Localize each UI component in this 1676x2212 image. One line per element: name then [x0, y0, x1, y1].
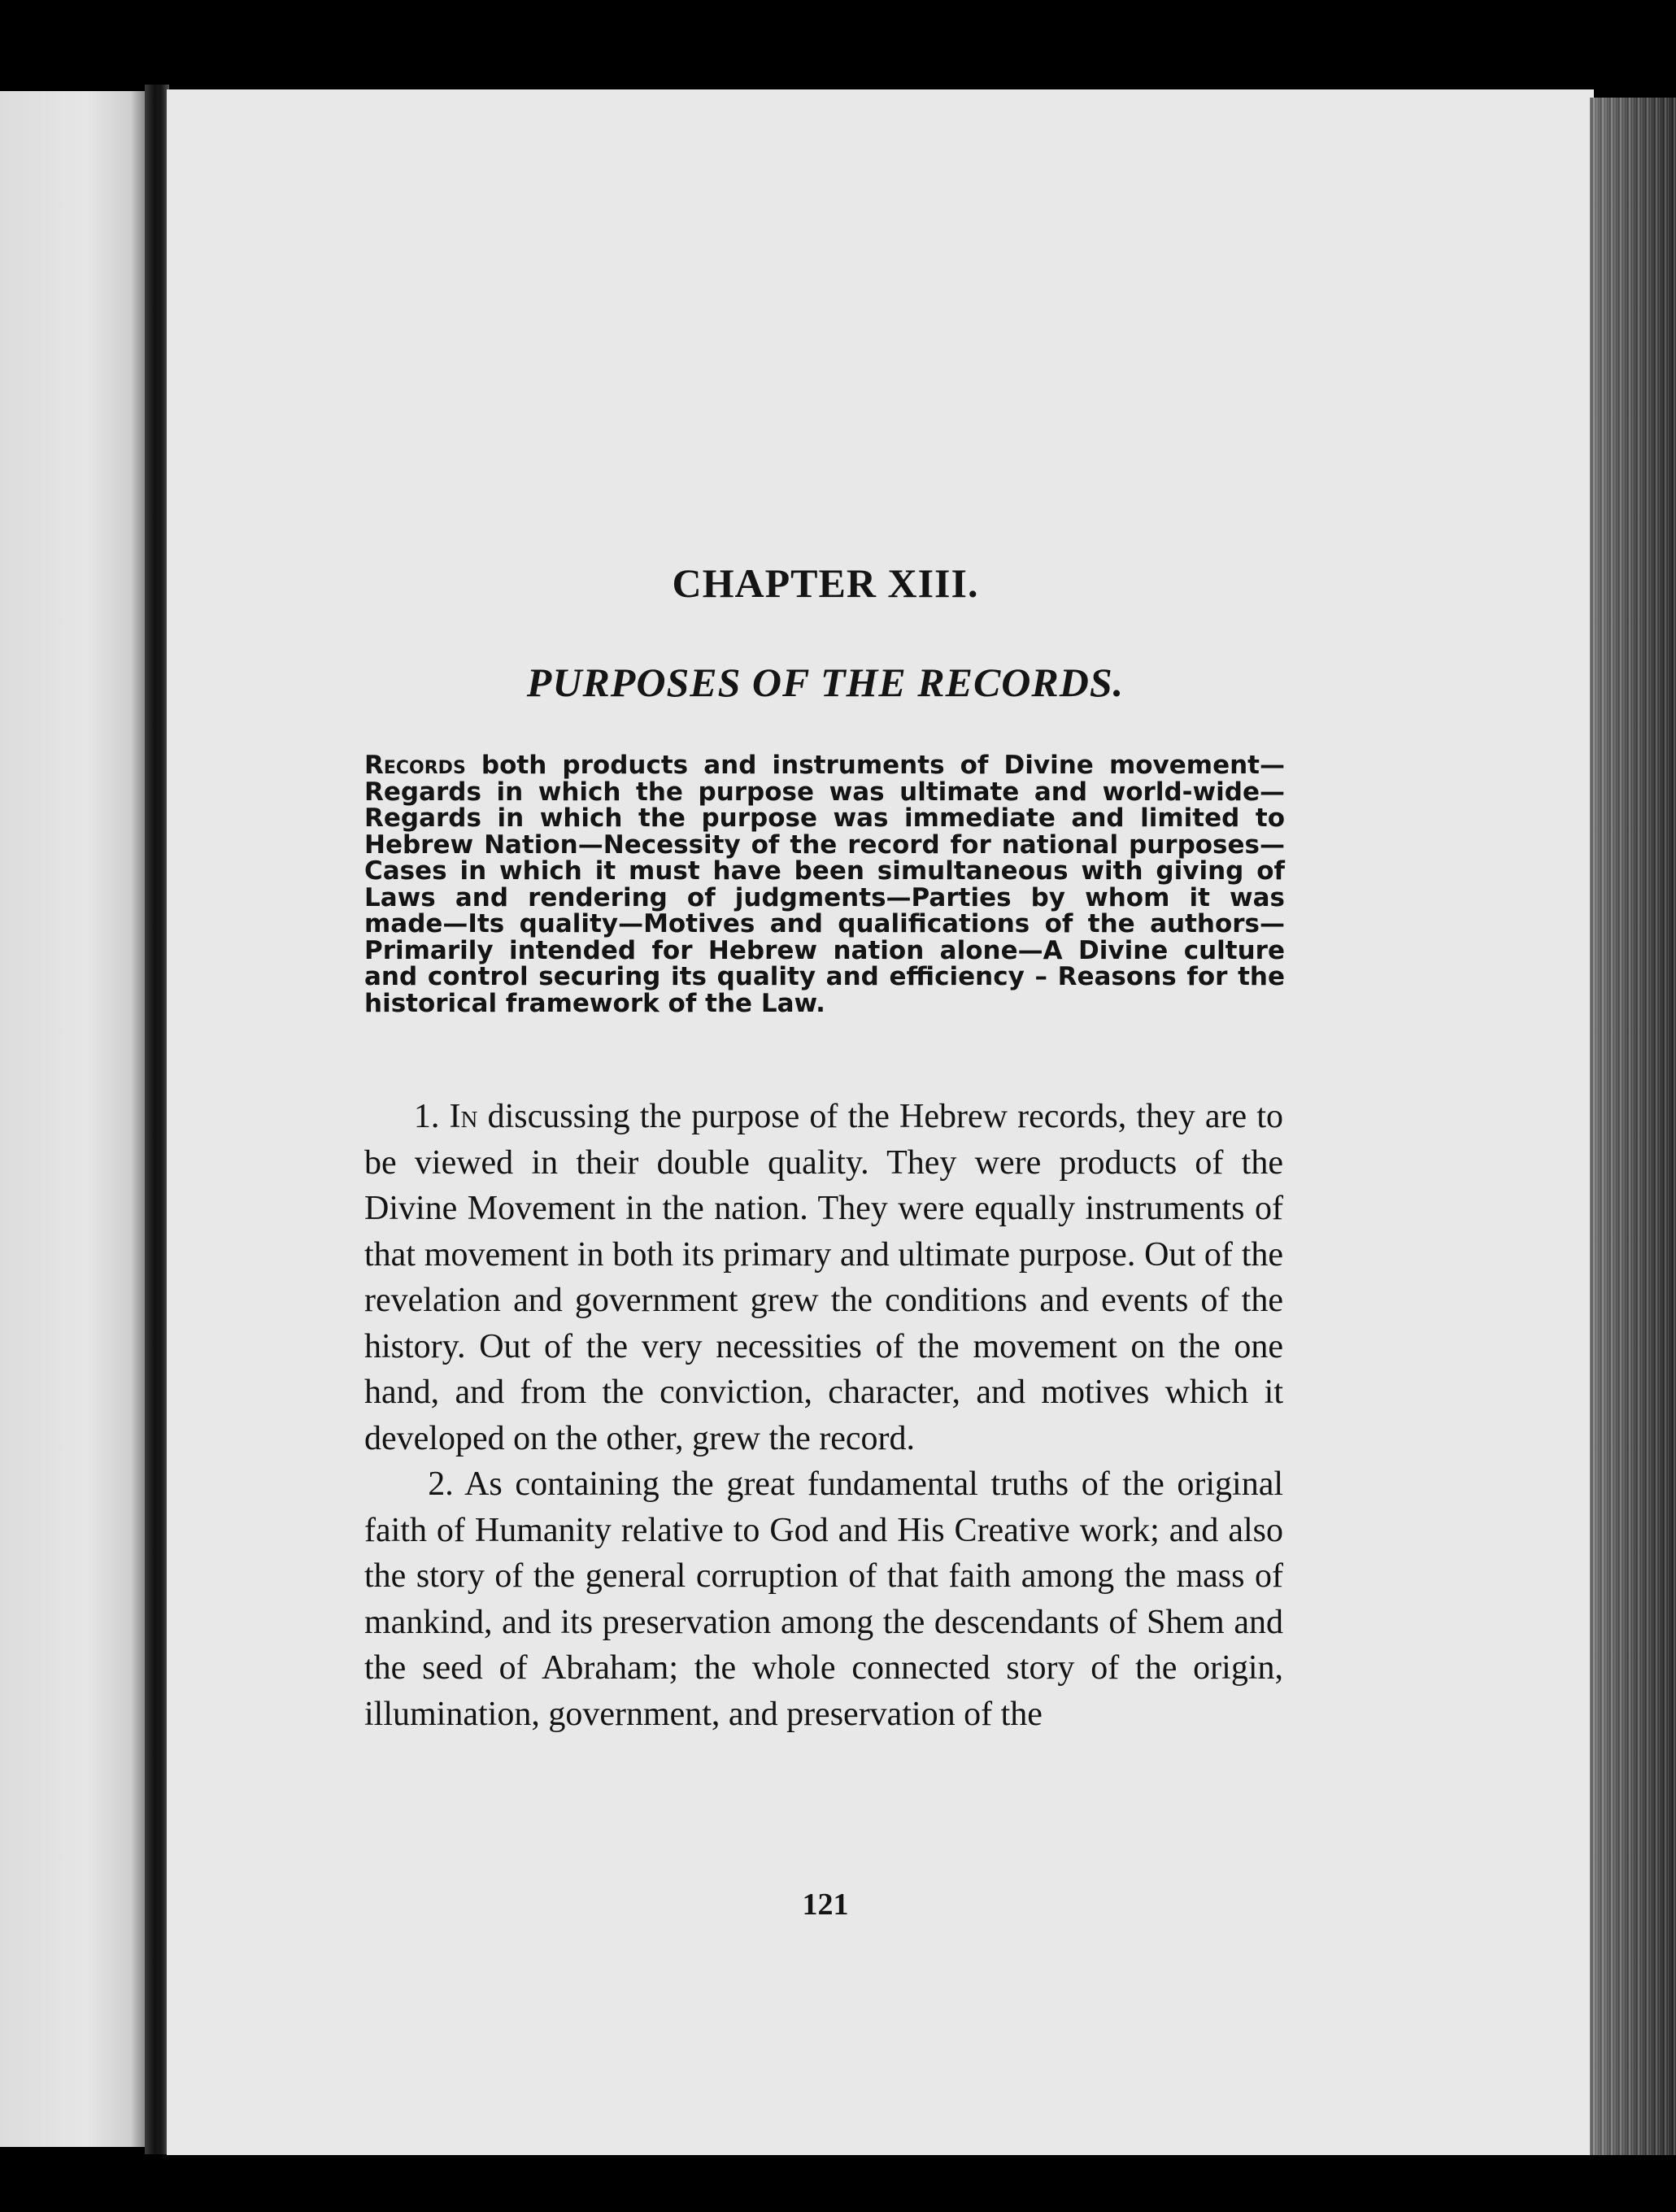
- page-fore-edge-shade: [1590, 98, 1676, 2155]
- paragraph-1-indent: [364, 1098, 414, 1135]
- chapter-title: CHAPTER XIII.: [672, 560, 979, 606]
- paragraph-1-text: discussing the purpose of the Hebrew records, they are to be viewed in their double quality. They were products of the Divine Movement in the nation. They were equally instruments of that movement in both its primary and ultimate purpose. Out of the revelation and government grew the conditions and events of the history. Out of the very necessities of the movement on the one hand, and from the conviction, character, and motives which it developed on the other, grew the record.: [364, 1098, 1284, 1457]
- book-gutter: [145, 85, 169, 2154]
- chapter-summary: [364, 752, 1285, 1017]
- paragraph-2-lead-word: As: [464, 1465, 503, 1503]
- paragraph-2-number: 2.: [428, 1465, 454, 1503]
- body-text: [364, 1094, 1283, 1737]
- paragraph-2-indent: [364, 1465, 428, 1503]
- paragraph-1-number: 1.: [413, 1098, 440, 1135]
- chapter-subtitle: PURPOSES OF THE RECORDS.: [526, 660, 1125, 705]
- summary-text: both products and instruments of Divine movement—Regards in which the purpose was ultimate and world-wide—Regards in which the purpose was immediate and limited to Hebrew Nation—Necessity of the record for national purposes—Cases in which it must have been simultaneous with giving of Laws and rendering of judgments—Parties by whom it was made—Its quality—Motives and qualifications of the authors—Primarily intended for Hebrew nation alone—A Divine culture and control securing its quality and efficiency – Reasons for the historical framework of the Law.: [364, 751, 1285, 1018]
- facing-page-edge: [0, 91, 145, 2147]
- paragraph-2: [364, 1461, 1283, 1737]
- page-number: 121: [802, 1888, 849, 1922]
- summary-lead-word: Records: [364, 751, 466, 780]
- paragraph-1-lead-word: In: [449, 1098, 478, 1135]
- paragraph-2-text: containing the great fundamental truths of the original faith of Humanity relative to God and His Creative work; and also the story of the general corruption of that faith among the mass of mankind, and its preservation among the descendants of Shem and the seed of Abraham; the whole connected story of the origin, illumination, government, and preservation of the: [364, 1465, 1284, 1733]
- paragraph-1: [364, 1094, 1283, 1461]
